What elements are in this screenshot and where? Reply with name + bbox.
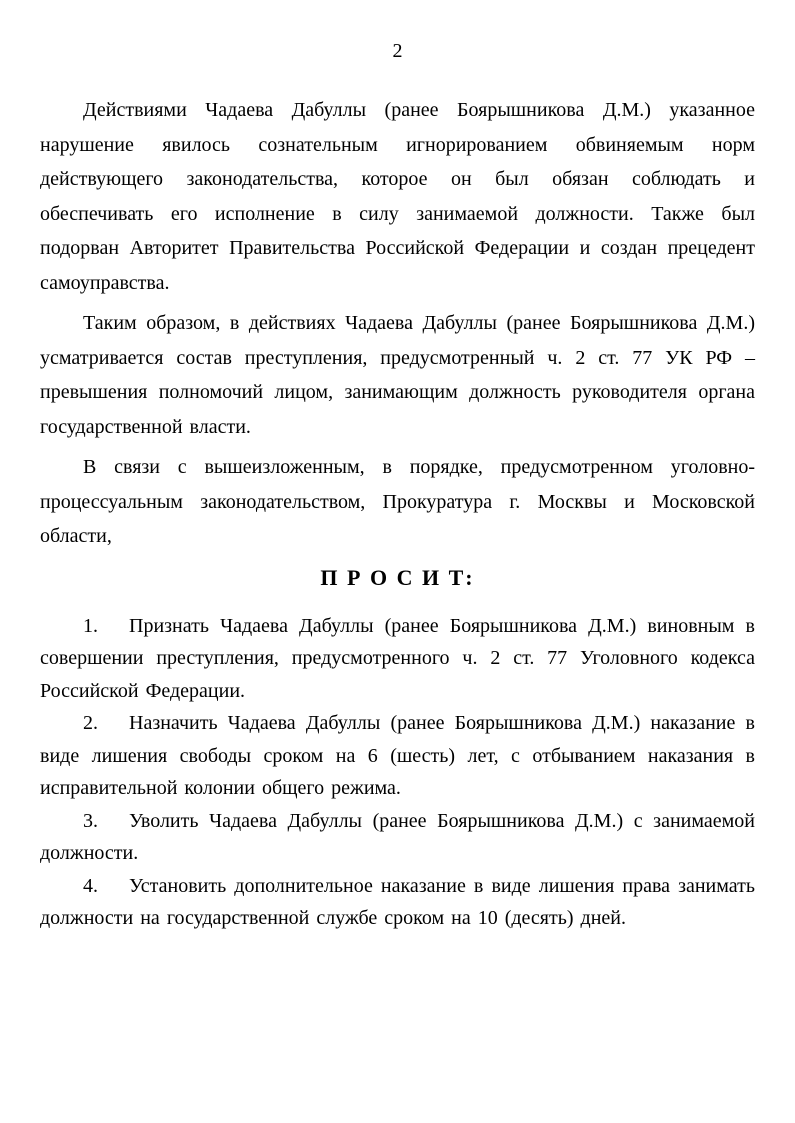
request-item-4 <box>40 870 755 935</box>
request-item-3 <box>40 805 755 870</box>
request-text-4: Установить дополнительное наказание в виде лишения права занимать должности на государственной службе сроком на 10 (десять) дней. <box>40 874 755 929</box>
request-number-3: 3. <box>83 809 98 832</box>
request-text-2: Назначить Чадаева Дабуллы (ранее Боярышникова Д.М.) наказание в виде лишения свободы сроком на 6 (шесть) лет, с отбыванием наказания в исправительной колонии общего режима. <box>40 712 755 799</box>
request-number-4: 4. <box>83 874 98 897</box>
paragraph-prosecutor-intro: В связи с вышеизложенным, в порядке, предусмотренном уголовно-процессуальным законодательством, Прокуратура г. Москвы и Московской области, <box>40 456 755 547</box>
request-item-1 <box>40 610 755 708</box>
page-number: 2 <box>392 40 403 62</box>
paragraph-crime-qualification: Таким образом, в действиях Чадаева Дабуллы (ранее Боярышникова Д.М.) усматривается состав преступления, предусмотренный ч. 2 ст. 77 УК РФ – превышения полномочий лицом, занимающим должность руководителя органа государственной власти. <box>40 312 755 438</box>
request-number-2: 2. <box>83 712 98 734</box>
request-number-1: 1. <box>83 614 98 637</box>
request-item-2 <box>40 707 755 805</box>
paragraph-violation-statement: Действиями Чадаева Дабуллы (ранее Боярышникова Д.М.) указанное нарушение явилось сознательным игнорированием обвиняемым норм действующего законодательства, которое он был обязан соблюдать и обеспечивать его исполнение в силу занимаемой должности. Также был подорван Авторитет Правительства Российской Федерации и создан прецедент самоуправства. <box>40 99 755 294</box>
request-text-3: Уволить Чадаева Дабуллы (ранее Боярышникова Д.М.) с занимаемой должности. <box>40 809 755 864</box>
petition-heading: П Р О С И Т: <box>320 564 475 590</box>
request-text-1: Признать Чадаева Дабуллы (ранее Боярышникова Д.М.) виновным в совершении преступления, предусмотренного ч. 2 ст. 77 Уголовного кодекса Российской Федерации. <box>40 614 755 702</box>
